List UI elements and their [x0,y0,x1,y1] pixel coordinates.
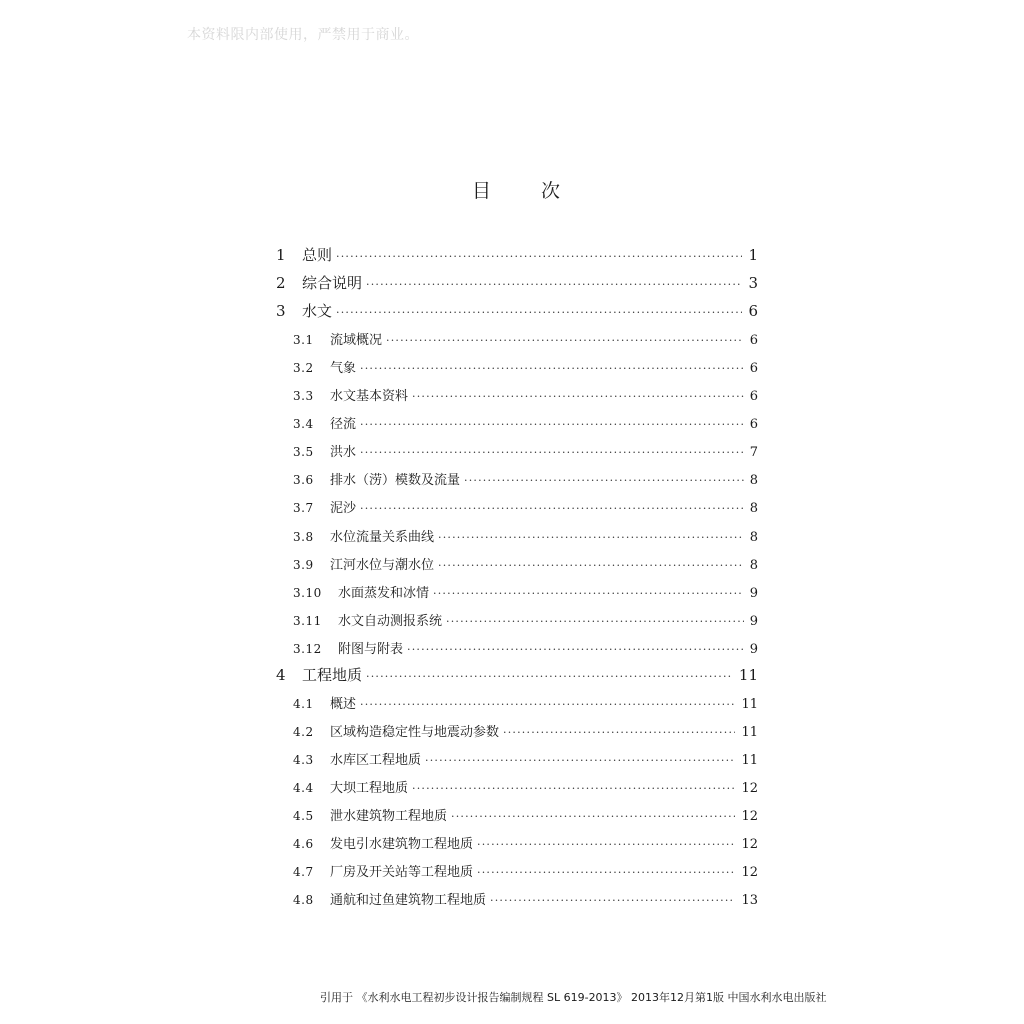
toc-label: 大坝工程地质 [330,781,409,796]
dot-leader [336,306,742,319]
toc-number: 3.1 [293,333,314,347]
toc-number: 4.7 [293,865,314,879]
toc-label: 江河水位与潮水位 [330,558,435,573]
toc-page: 8 [749,530,758,545]
dot-leader [451,810,735,823]
toc-number: 3.3 [293,389,314,403]
toc-number: 3.5 [293,445,314,459]
toc-number: 4.2 [293,725,314,739]
toc-label: 气象 [330,361,357,376]
toc-page: 6 [749,333,758,348]
toc-label: 水面蒸发和冰情 [338,586,430,601]
toc-number: 4 [276,666,286,684]
toc-entry-3-12[interactable] [293,638,758,658]
dot-leader [503,726,735,739]
toc-entry-4-6[interactable] [293,833,758,853]
toc-label: 水文自动测报系统 [338,614,443,629]
toc-entry-3-2[interactable] [293,357,758,377]
dot-leader [438,559,744,572]
toc-label: 排水（涝）模数及流量 [330,473,461,488]
toc-number: 4.4 [293,781,314,795]
toc-entry-3[interactable] [276,300,758,320]
toc-entry-3-11[interactable] [293,610,758,630]
toc-page: 6 [749,389,758,404]
dot-leader [412,782,735,795]
toc-label: 概述 [330,697,357,712]
toc-label: 附图与附表 [338,642,404,657]
dot-leader [407,643,744,656]
toc-page: 12 [741,837,758,852]
toc-number: 3.10 [293,586,322,600]
dot-leader [366,278,742,291]
toc-entry-4-5[interactable] [293,805,758,825]
toc-number: 1 [276,246,286,264]
toc-entry-4-2[interactable] [293,721,758,741]
toc-page: 12 [741,809,758,824]
toc-number: 3.2 [293,361,314,375]
toc-entry-4-3[interactable] [293,749,758,769]
toc-page: 11 [741,725,758,740]
toc-label: 发电引水建筑物工程地质 [330,837,474,852]
dot-leader [464,474,744,487]
dot-leader [360,362,744,375]
toc-number: 4.5 [293,809,314,823]
dot-leader [336,250,742,263]
toc-page: 8 [749,501,758,516]
toc-page: 6 [749,417,758,432]
toc-label: 洪水 [330,445,357,460]
toc-page: 1 [748,246,758,264]
toc-page: 6 [749,361,758,376]
toc-number: 2 [276,274,286,292]
toc-label: 区域构造稳定性与地震动参数 [330,725,500,740]
dot-leader [477,866,735,879]
toc-label: 泥沙 [330,501,357,516]
toc-label: 泄水建筑物工程地质 [330,809,448,824]
toc-entry-4-8[interactable] [293,889,758,909]
toc-entry-3-10[interactable] [293,582,758,602]
toc-number: 3.8 [293,530,314,544]
dot-leader [412,390,744,403]
toc-label: 流域概况 [330,333,383,348]
dot-leader [477,838,735,851]
dot-leader [433,587,744,600]
toc-page: 9 [749,614,758,629]
toc-entry-3-3[interactable] [293,385,758,405]
toc-entry-1[interactable] [276,244,758,264]
toc-number: 3.11 [293,614,322,628]
toc-number: 4.1 [293,697,314,711]
toc-entry-3-1[interactable] [293,329,758,349]
toc-page: 12 [741,781,758,796]
toc-number: 3.6 [293,473,314,487]
dot-leader [438,531,744,544]
toc-entry-3-7[interactable] [293,497,758,517]
toc-label: 水位流量关系曲线 [330,530,435,545]
toc-label: 厂房及开关站等工程地质 [330,865,474,880]
toc-page: 13 [741,893,758,908]
toc-number: 3.9 [293,558,314,572]
citation-footer: 引用于 《水利水电工程初步设计报告编制规程 SL 619-2013》 2013年12月第1版 中国水利水电出版社 [320,991,827,1004]
title-char-2: 次 [541,180,561,202]
toc-entry-3-4[interactable] [293,413,758,433]
toc-entry-3-9[interactable] [293,554,758,574]
dot-leader [360,446,744,459]
toc-entry-4-1[interactable] [293,693,758,713]
dot-leader [490,894,735,907]
dot-leader [386,334,744,347]
dot-leader [360,698,735,711]
toc-number: 4.8 [293,893,314,907]
toc-number: 3 [276,302,286,320]
toc-label: 水文 [302,302,333,320]
toc-page: 12 [741,865,758,880]
toc-entry-3-8[interactable] [293,526,758,546]
toc-page: 11 [741,753,758,768]
dot-leader [425,754,735,767]
toc-entry-4[interactable] [276,664,758,684]
toc-page: 3 [748,274,758,292]
title-char-1: 目 [472,180,492,202]
toc-label: 综合说明 [302,274,363,292]
toc-page: 6 [748,302,758,320]
dot-leader [360,502,744,515]
toc-entry-4-7[interactable] [293,861,758,881]
toc-page: 9 [749,642,758,657]
toc-page: 11 [738,666,758,684]
toc-page: 9 [749,586,758,601]
toc-entry-2[interactable] [276,272,758,292]
toc-number: 3.7 [293,501,314,515]
toc-entry-3-5[interactable] [293,441,758,461]
toc-entry-4-4[interactable] [293,777,758,797]
watermark: 本资料限内部使用，严禁用于商业。 [187,27,419,43]
toc-page: 8 [749,473,758,488]
toc-label: 总则 [302,246,333,264]
toc-label: 工程地质 [302,666,363,684]
toc-label: 通航和过鱼建筑物工程地质 [330,893,487,908]
toc-label: 水库区工程地质 [330,753,422,768]
dot-leader [366,670,733,683]
toc-number: 3.12 [293,642,322,656]
dot-leader [446,615,744,628]
dot-leader [360,418,744,431]
toc-page: 11 [741,697,758,712]
toc-number: 3.4 [293,417,314,431]
toc-label: 水文基本资料 [330,389,409,404]
toc-number: 4.6 [293,837,314,851]
toc-page: 7 [749,445,758,460]
toc-entry-3-6[interactable] [293,469,758,489]
toc-label: 径流 [330,417,357,432]
toc-number: 4.3 [293,753,314,767]
toc-page: 8 [749,558,758,573]
